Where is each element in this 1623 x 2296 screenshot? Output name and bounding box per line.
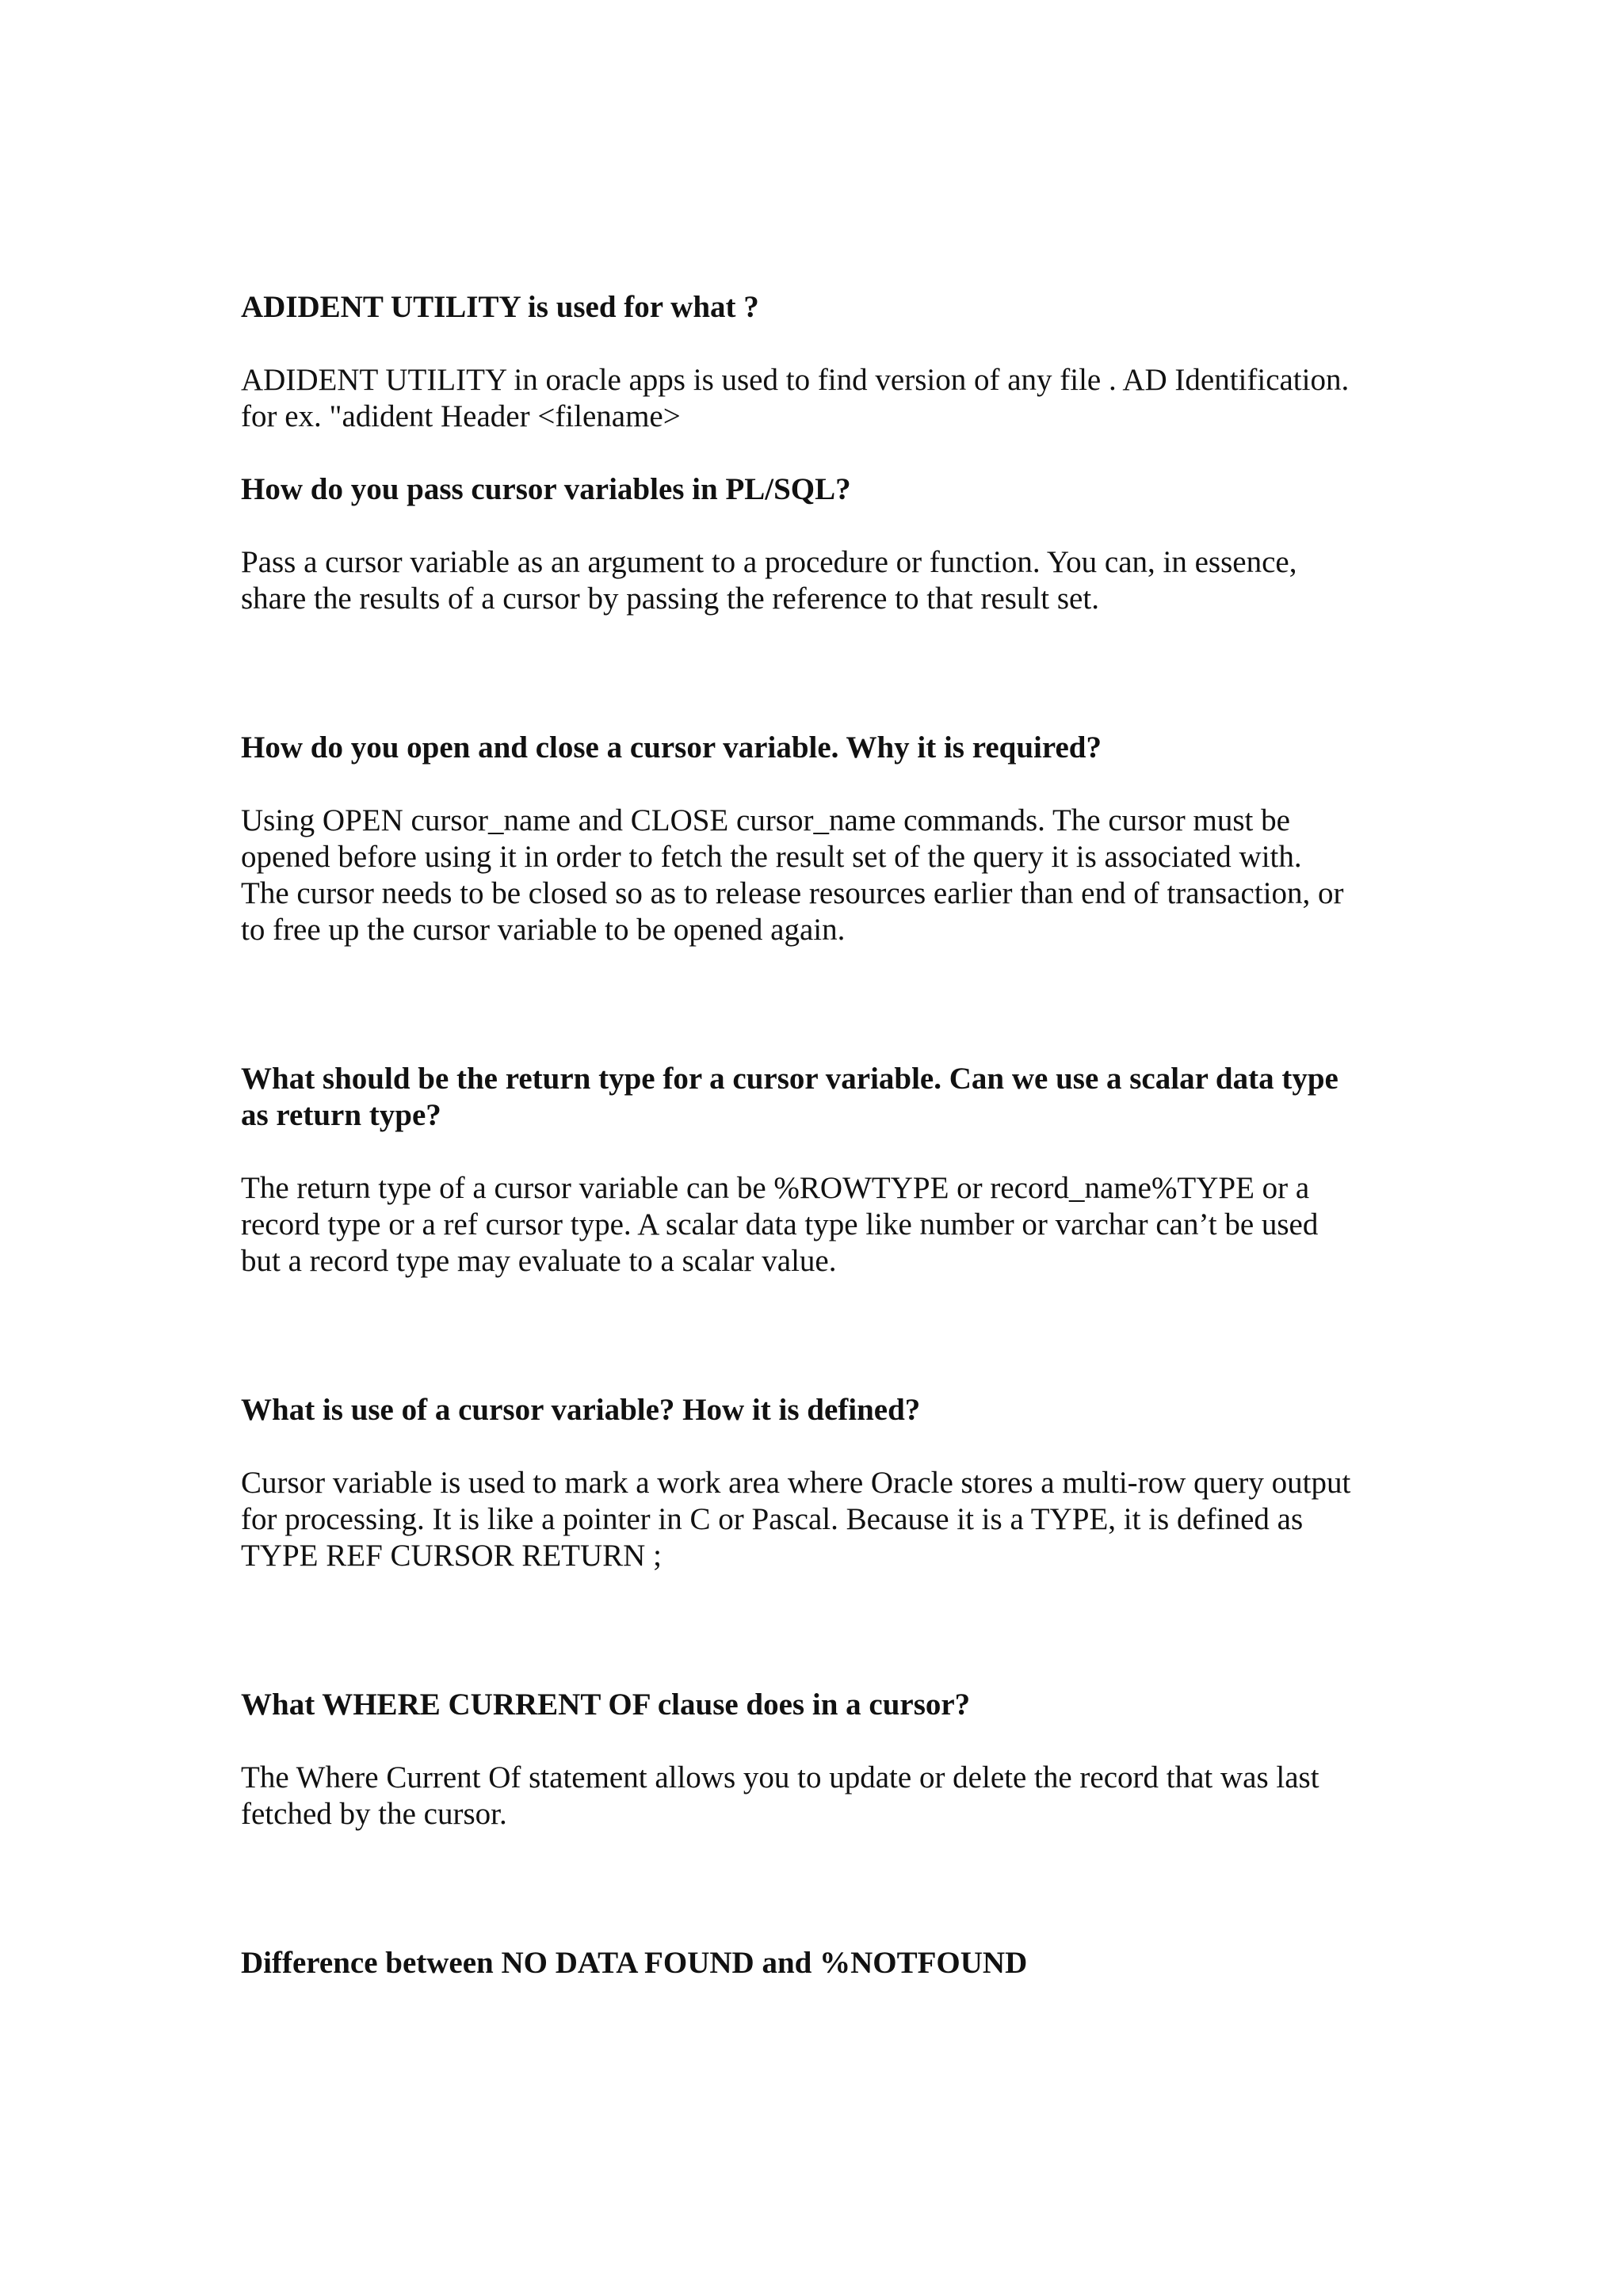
question-heading: What should be the return type for a cursor variable. Can we use a scalar data type as return type? (241, 1062, 1338, 1132)
answer-paragraph: The return type of a cursor variable can be %ROWTYPE or record_name%TYPE or a record type or a ref cursor type. A scalar data type like number or varchar can’t be used but a record type may evaluate to a scalar value. (241, 1171, 1319, 1278)
answer-paragraph: Using OPEN cursor_name and CLOSE cursor_name commands. The cursor must be opened before using it in order to fetch the result set of the query it is associated with. The cursor needs to be closed so as to release resources earlier than end of transaction, or to free up the cursor variable to be opened again. (241, 803, 1344, 947)
answer-paragraph: The Where Current Of statement allows you to update or delete the record that was last fetched by the cursor. (241, 1760, 1319, 1831)
answer-paragraph: Cursor variable is used to mark a work area where Oracle stores a multi-row query output for processing. It is like a pointer in C or Pascal. Because it is a TYPE, it is defined as TYPE REF CURSOR RETURN ; (241, 1466, 1351, 1573)
question-heading: Difference between NO DATA FOUND and %NOTFOUND (241, 1946, 1028, 1980)
question-heading: How do you pass cursor variables in PL/SQL? (241, 472, 851, 506)
question-heading: What is use of a cursor variable? How it is defined? (241, 1393, 921, 1427)
answer-paragraph: Pass a cursor variable as an argument to a procedure or function. You can, in essence, share the results of a cursor by passing the reference to that result set. (241, 545, 1297, 616)
question-heading: What WHERE CURRENT OF clause does in a cursor? (241, 1688, 971, 1722)
document-content (241, 289, 1406, 1981)
question-heading: ADIDENT UTILITY is used for what ? (241, 290, 759, 324)
question-heading: How do you open and close a cursor variable. Why it is required? (241, 730, 1102, 765)
answer-paragraph: ADIDENT UTILITY in oracle apps is used to find version of any file . AD Identification. for ex. "adident Header <filename> (241, 363, 1350, 433)
